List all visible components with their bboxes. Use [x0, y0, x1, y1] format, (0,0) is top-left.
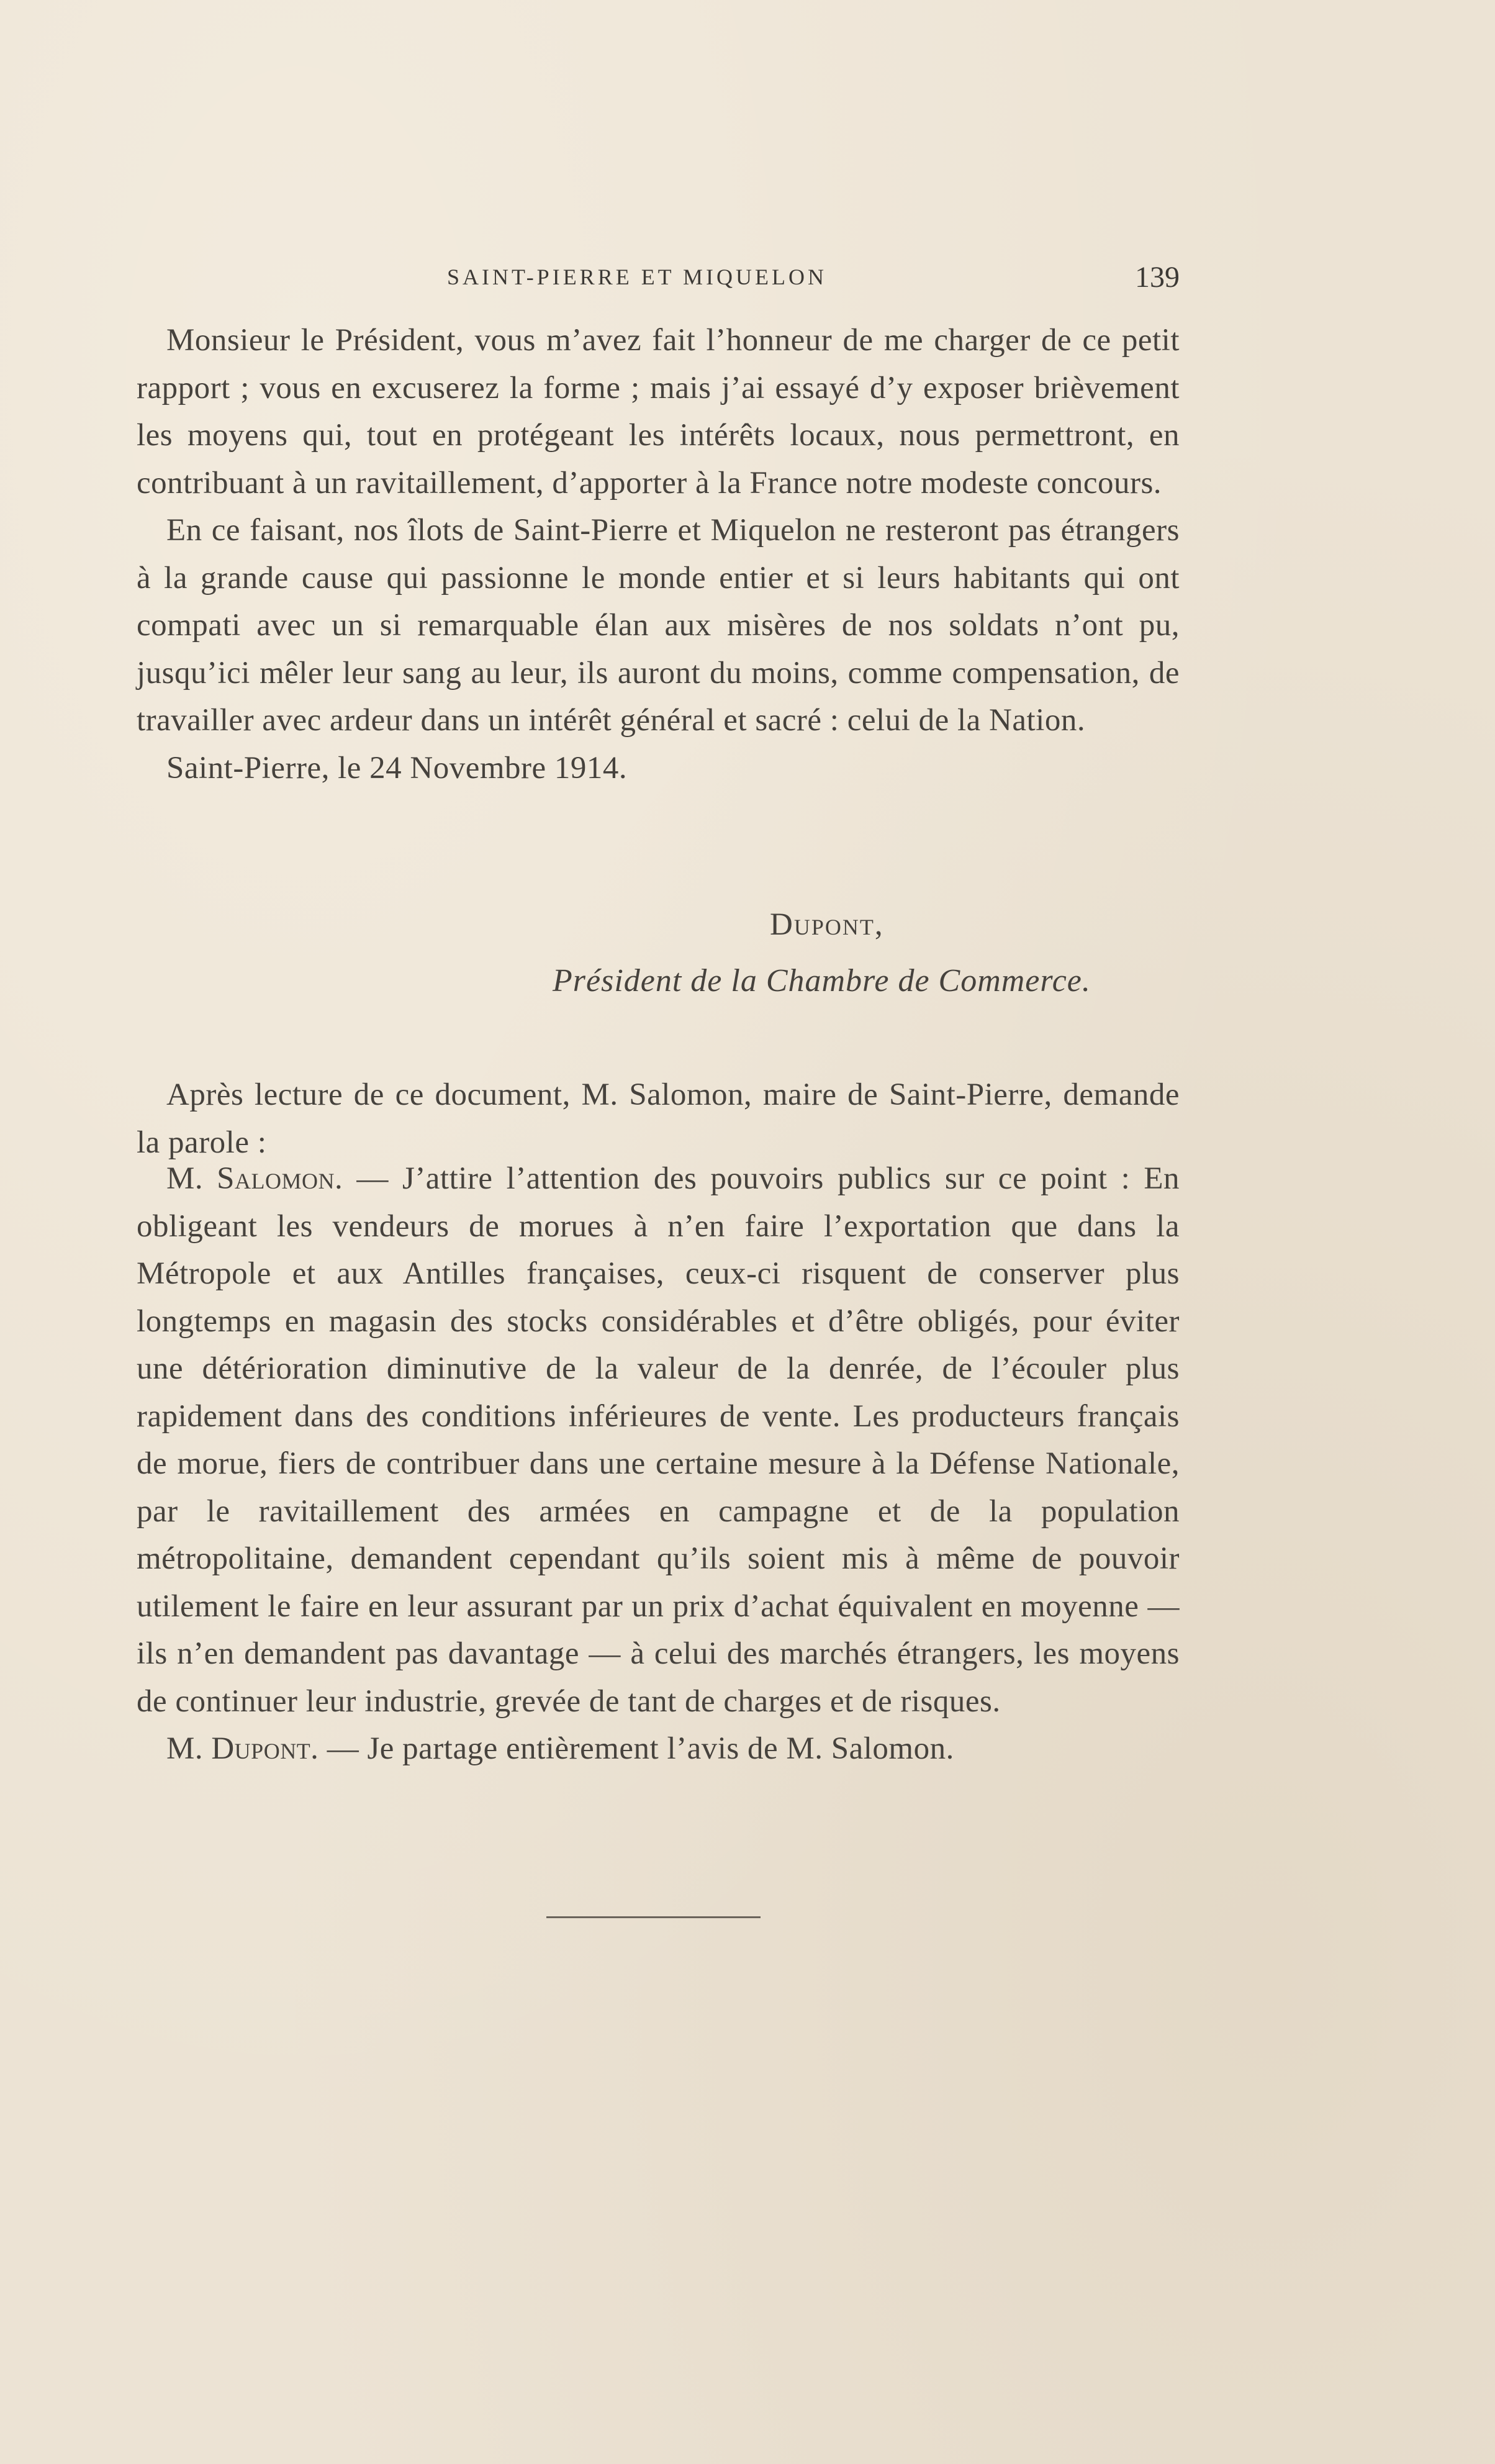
statement-dupont-text: — Je partage entièrement l’avis de M. Salomon. [318, 1731, 954, 1766]
statement-salomon-text: — J’attire l’attention des pouvoirs publics sur ce point : En obligeant les vendeurs de morues à n’en faire l’exportation que dans la Métropole et aux Antilles françaises, ceux-ci risquent de conserver plus longtemps en magasin des stocks considérables et d’être obligés, pour éviter une détérioration diminutive de la valeur de la denrée, de l’écouler plus rapidement dans des conditions inférieures de vente. Les producteurs français de morue, fiers de contribuer dans une certaine mesure à la Défense Nationale, par le ravitaillement des armées en campagne et de la population métropolitaine, demandent cependant qu’ils soient mis à même de pouvoir utilement le faire en leur assurant par un prix d’achat équivalent en moyenne — ils n’en demandent pas davantage — à celui des marchés étrangers, les moyens de continuer leur industrie, grevée de tant de charges et de risques. [137, 1161, 1180, 1719]
page-number: 139 [1135, 261, 1180, 294]
letter-paragraph-1: Monsieur le Président, vous m’avez fait l’honneur de me charger de ce petit rapport ; vous en excuserez la forme ; mais j’ai essayé d’y exposer brièvement les moyens qui, tout en protégeant les intérêts locaux, nous permettront, en contribuant à un ravitaillement, d’apporter à la France notre modeste concours. [137, 323, 1180, 500]
signature-title: Président de la Chambre de Commerce. [553, 963, 1091, 999]
running-title: SAINT-PIERRE ET MIQUELON [447, 265, 827, 289]
statement-dupont [137, 1725, 1180, 1773]
letter-date-line: Saint-Pierre, le 24 Novembre 1914. [166, 750, 628, 786]
statement-salomon [137, 1155, 1180, 1725]
discussion-intro-block [137, 1071, 1180, 1166]
discussion-statements [137, 1155, 1180, 1773]
letter-paragraph-2: En ce faisant, nos îlots de Saint-Pierre et Miquelon ne resteront pas étrangers à la grande cause qui passionne le monde entier et si leurs habitants qui ont compati avec un si remarquable élan aux misères de nos soldats n’ont pu, jusqu’ici mêler leur sang au leur, ils auront du moins, comme compensation, de travailler avec ardeur dans un intérêt général et sacré : celui de la Nation. [137, 513, 1180, 738]
letter-body [137, 317, 1180, 792]
speaker-dupont: M. Dupont. [166, 1731, 319, 1766]
section-end-rule [546, 1916, 761, 1918]
discussion-intro: Après lecture de ce document, M. Salomon, maire de Saint-Pierre, demande la parole : [137, 1077, 1180, 1160]
signature-name: Dupont, [770, 907, 884, 942]
speaker-salomon: M. Salomon. [166, 1161, 343, 1196]
running-header [149, 261, 1180, 301]
